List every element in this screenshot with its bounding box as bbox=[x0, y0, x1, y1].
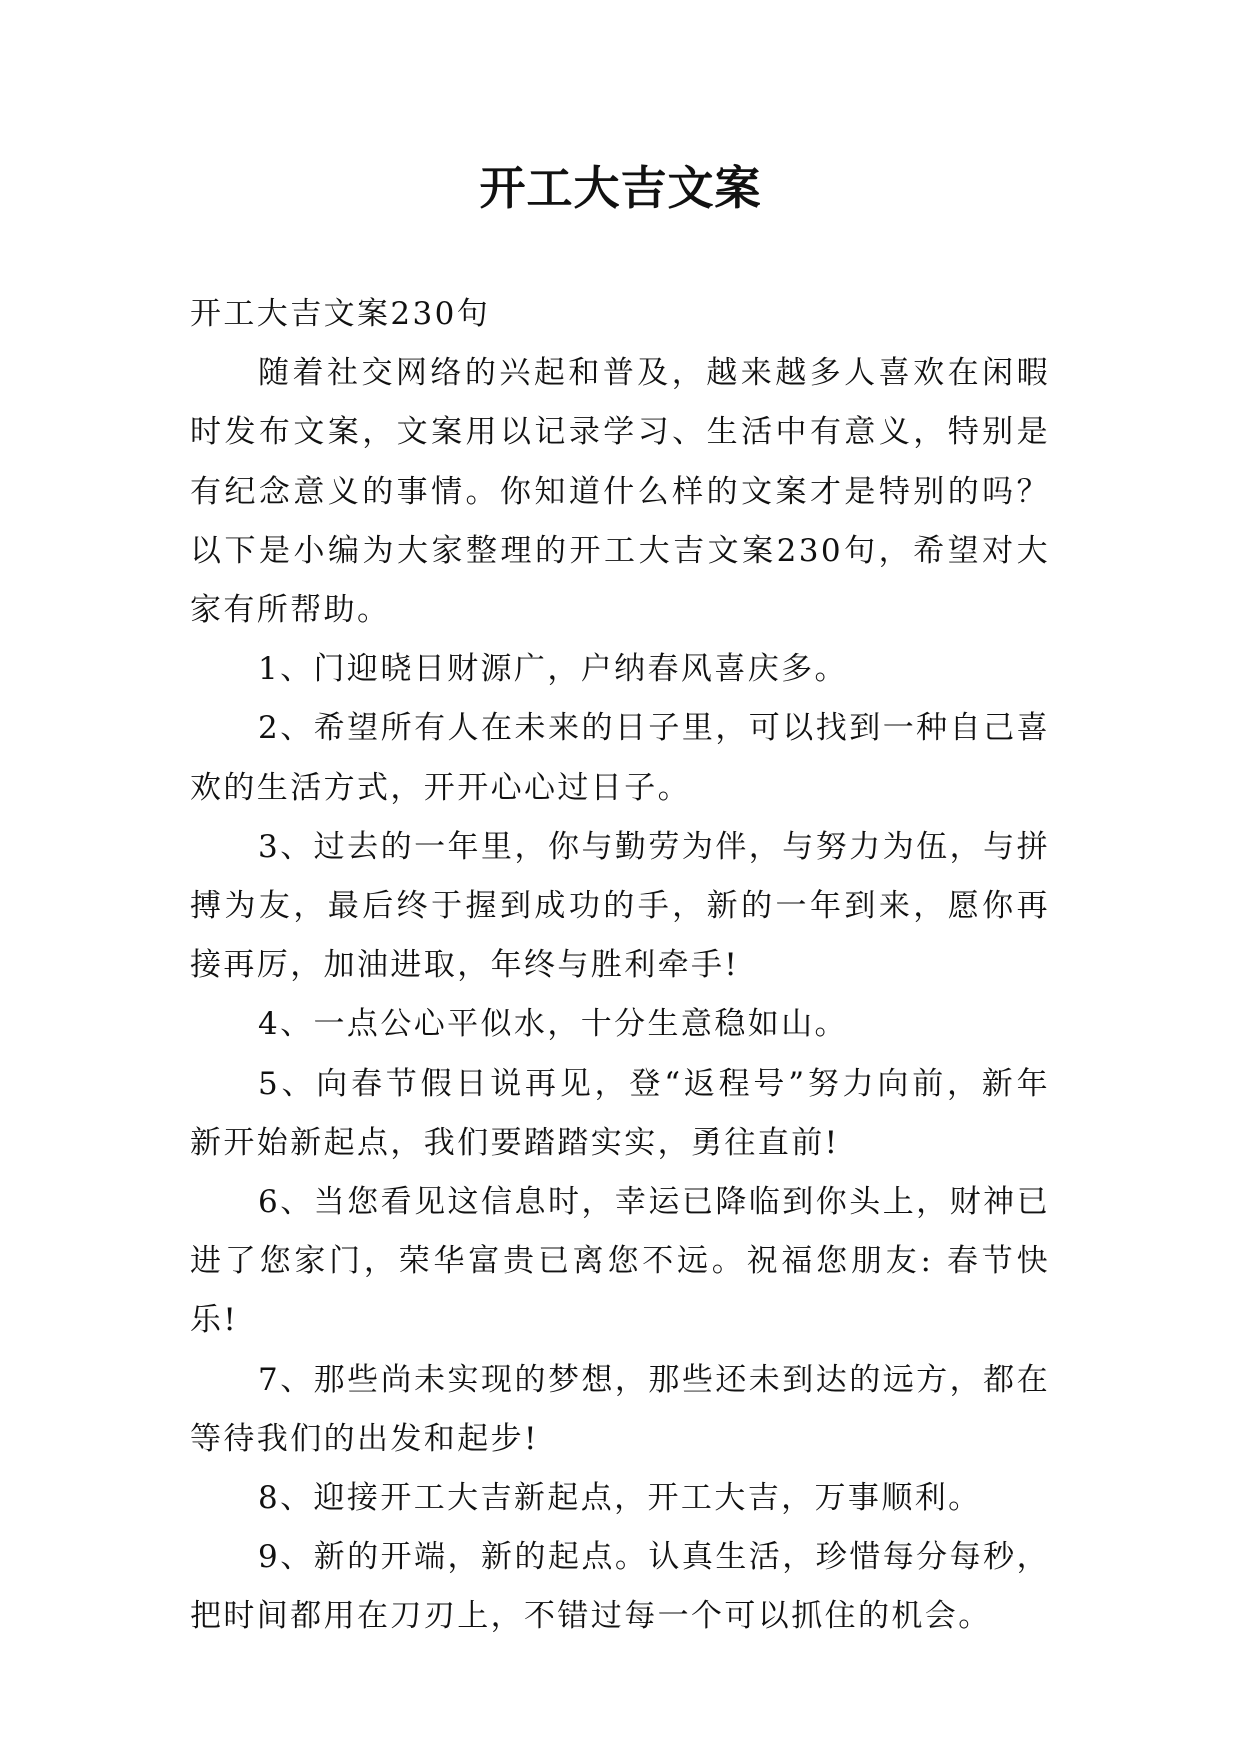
list-item: 5、向春节假日说再见，登“返程号”努力向前，新年新开始新起点，我们要踏踏实实，勇往直前! bbox=[190, 1065, 1050, 1161]
document-subtitle: 开工大吉文案230句 bbox=[190, 296, 491, 332]
list-item: 1、门迎晓日财源广，户纳春风喜庆多。 bbox=[258, 651, 848, 688]
list-item: 7、那些尚未实现的梦想，那些还未到达的远方，都在等待我们的出发和起步! bbox=[190, 1361, 1050, 1457]
document-body bbox=[190, 285, 1050, 1647]
list-item: 3、过去的一年里，你与勤劳为伴，与努力为伍，与拼搏为友，最后终于握到成功的手，新的一年到来，愿你再接再厉，加油进取，年终与胜利牵手! bbox=[190, 828, 1050, 984]
list-item: 8、迎接开工大吉新起点，开工大吉，万事顺利。 bbox=[258, 1480, 982, 1517]
document-title: 开工大吉文案 bbox=[479, 161, 762, 215]
intro-paragraph: 随着社交网络的兴起和普及，越来越多人喜欢在闲暇时发布文案，文案用以记录学习、生活中有意义，特别是有纪念意义的事情。你知道什么样的文案才是特别的吗？以下是小编为大家整理的开工大吉文案230句，希望对大家有所帮助。 bbox=[190, 355, 1050, 629]
list-item: 6、当您看见这信息时，幸运已降临到你头上，财神已进了您家门，荣华富贵已离您不远。祝福您朋友: 春节快乐! bbox=[190, 1184, 1050, 1339]
list-item: 2、希望所有人在未来的日子里，可以找到一种自己喜欢的生活方式，开开心心过日子。 bbox=[190, 710, 1050, 806]
list-item: 4、一点公心平似水，十分生意稳如山。 bbox=[258, 1006, 848, 1043]
list-item: 9、新的开端，新的起点。认真生活，珍惜每分每秒，把时间都用在刀刃上，不错过每一个可以抓住的机会。 bbox=[190, 1539, 1050, 1635]
